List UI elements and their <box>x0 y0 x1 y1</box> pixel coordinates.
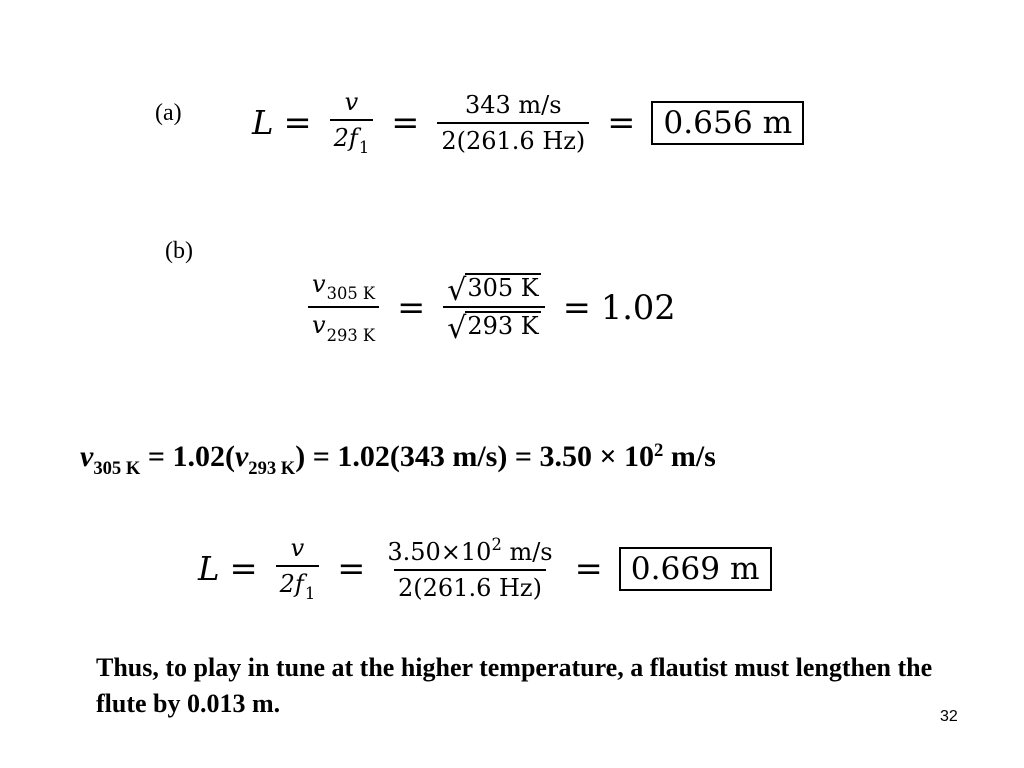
length-symbol: L <box>252 103 274 142</box>
slide-number: 32 <box>940 708 958 725</box>
numerator: v <box>290 534 305 562</box>
equals-sign: = <box>283 102 312 142</box>
result-box: 0.656 m <box>651 101 804 145</box>
fraction-substituted <box>437 91 589 155</box>
numerator: 343 m/s <box>464 90 562 119</box>
numerator: $3.50\times 10^2$ m/s <box>387 535 553 567</box>
equals-sign: = <box>337 548 366 588</box>
equals-sign: = <box>562 287 591 327</box>
result-value: 1.02 <box>600 287 676 327</box>
equals-sign: = <box>607 102 636 142</box>
fraction-sqrt-ratio <box>443 273 545 347</box>
numerator: v <box>344 88 359 116</box>
sqrt-symbol: √ 305 K <box>447 273 539 309</box>
equals-sign: = <box>397 287 426 327</box>
fraction-v-over-2f1 <box>330 88 374 157</box>
denominator: 2(261.6 Hz) <box>394 569 546 602</box>
speed-calculation: $v_{305 K} = 1.02(v_{293 K}) = 1.02(343$ $m/s) = 3.50 \times 10^2$ m/s <box>80 440 716 480</box>
fraction-v-over-2f1 <box>276 534 320 603</box>
equation-c <box>198 534 772 603</box>
sqrt-symbol: √ 293 K <box>447 311 539 347</box>
part-b-label: (b) <box>165 238 193 264</box>
denominator <box>443 306 545 347</box>
length-symbol: L <box>198 549 220 588</box>
equals-sign: = <box>229 548 258 588</box>
fraction-substituted <box>383 535 556 602</box>
equation-a <box>252 88 804 157</box>
equation-b <box>300 270 676 345</box>
denominator: $2f_1$ <box>276 565 320 603</box>
part-a-label: (a) <box>155 100 182 126</box>
equals-sign: = <box>391 102 420 142</box>
denominator: 2(261.6 Hz) <box>437 122 589 155</box>
conclusion-text: Thus, to play in tune at the higher temperature, a flautist must lengthen the flute by 0.013 m. <box>96 653 933 718</box>
denominator: $v_{293 K}$ <box>308 306 379 344</box>
numerator: $v_{305 K}$ <box>312 270 376 304</box>
result-box: 0.669 m <box>619 547 772 591</box>
fraction-speed-ratio <box>308 270 379 345</box>
denominator: $2f_1$ <box>330 119 374 157</box>
equals-sign: = <box>574 548 603 588</box>
numerator <box>443 273 545 309</box>
